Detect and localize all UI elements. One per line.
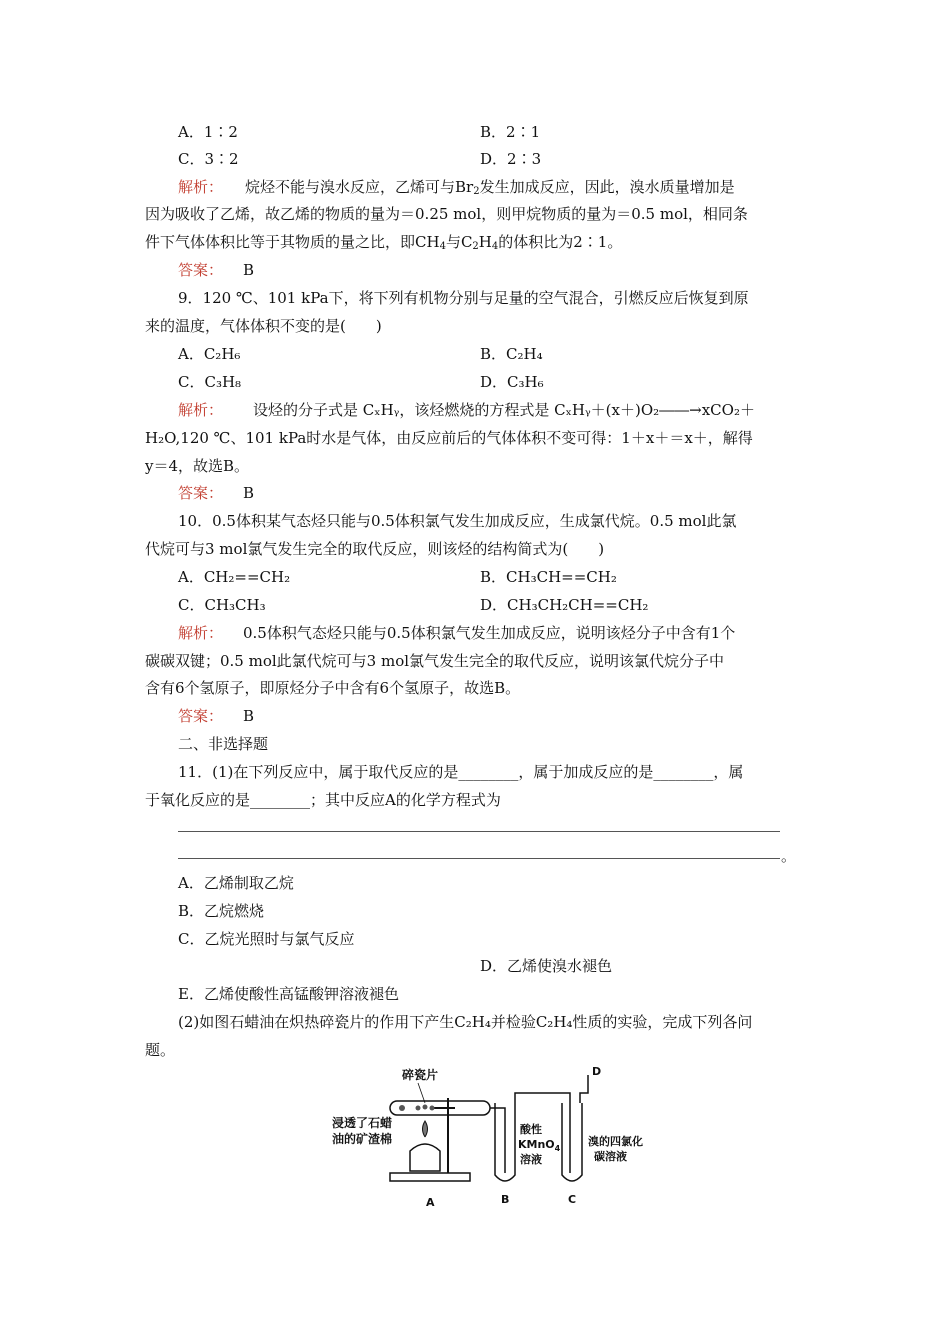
q11-stem-line-2 — [0, 787, 950, 813]
section-heading: 二、非选择题 — [178, 735, 269, 753]
answer-blank-line-1 — [178, 831, 780, 832]
label-d: D — [592, 1065, 602, 1078]
q11-option-d-line — [0, 953, 950, 979]
q9-stem-line-2 — [0, 313, 950, 339]
q11-part2-text-1: (2)如图石蜡油在炽热碎瓷片的作用下产生C₂H₄并检验C₂H₄性质的实验，完成下列各问 — [178, 1013, 753, 1031]
q8-option-d: D．2∶3 — [480, 150, 542, 168]
q8-answer-label: 答案： — [178, 261, 224, 279]
q9-stem-text-1: 9．120 ℃、101 kPa下，将下列有机物分别与足量的空气混合，引燃反应后恢复到原 — [178, 289, 749, 307]
q10-analysis-text-1: 0.5体积气态烃只能与0.5体积氯气发生加成反应，说明该烃分子中含有1个 — [243, 624, 736, 642]
q10-answer-value: B — [243, 707, 255, 725]
outlet-tube — [580, 1075, 588, 1103]
q9-option-b: B．C₂H₄ — [480, 345, 543, 363]
q8-answer-value: B — [243, 261, 255, 279]
q9-answer-line — [0, 480, 950, 506]
porcelain-chip-2 — [423, 1105, 428, 1110]
label-b: B — [501, 1193, 510, 1206]
label-a: A — [426, 1196, 435, 1209]
q8-option-c: C．3∶2 — [178, 150, 239, 168]
q8-option-a: A．1∶2 — [178, 123, 238, 141]
q8-analysis-text-1: 烷烃不能与溴水反应，乙烯可与$Br_2$发生加成反应，因此，溴水质量增加是 — [245, 178, 735, 197]
section-heading-line — [0, 731, 950, 757]
q11-part2-line-1 — [0, 1009, 950, 1035]
q9-analysis-label: 解析： — [178, 401, 224, 419]
q11-option-c-line — [0, 926, 950, 952]
test-tube-c — [562, 1103, 582, 1181]
answer-blank-end-mark: 。 — [781, 847, 797, 865]
q10-analysis-line-3 — [0, 675, 950, 701]
label-bromine-2: 碳溶液 — [594, 1150, 627, 1163]
q8-analysis-text-2: 因为吸收了乙烯，故乙烯的物质的量为＝0.25 mol，则甲烷物质的量为＝0.5 mol，相同条 — [145, 205, 748, 223]
q11-option-b: B．乙烷燃烧 — [178, 902, 265, 920]
q10-answer-label: 答案： — [178, 707, 224, 725]
q10-option-b: B．CH₃CH==CH₂ — [480, 568, 617, 586]
q8-analysis-line-1 — [0, 174, 950, 200]
lamp-flame — [423, 1121, 428, 1137]
label-mineral-wool-1: 浸透了石蜡 — [332, 1116, 393, 1130]
q10-option-a: A．CH₂==CH₂ — [178, 568, 291, 586]
stand-base — [390, 1173, 470, 1181]
q11-part2-line-2 — [0, 1037, 950, 1063]
q11-option-a-line — [0, 870, 950, 896]
q8-analysis-line-3 — [0, 229, 950, 255]
q9-analysis-line-3 — [0, 453, 950, 479]
q9-analysis-line-1 — [0, 397, 950, 423]
q10-answer-line — [0, 703, 950, 729]
q11-option-c: C．乙烷光照时与氯气反应 — [178, 930, 355, 948]
porcelain-chip-3 — [430, 1106, 435, 1111]
q8-options-row-1 — [0, 119, 950, 145]
q11-option-d: D．乙烯使溴水褪色 — [480, 957, 613, 975]
q10-stem-text-1: 10．0.5体积某气态烃只能与0.5体积氯气发生加成反应，生成氯代烷。0.5 mol此氯 — [178, 512, 737, 530]
q10-stem-line-2 — [0, 536, 950, 562]
q11-option-e-line — [0, 981, 950, 1007]
q8-analysis-label: 解析： — [178, 178, 224, 196]
label-c: C — [568, 1193, 577, 1206]
q8-answer-line — [0, 257, 950, 283]
label-mineral-wool-2: 油的矿渣棉 — [332, 1132, 393, 1146]
q8-analysis-text-3: 件下气体体积比等于其物质的量之比，即$CH_4$与$C_2H_4$的体积比为2∶1。 — [145, 233, 623, 252]
label-kmno4-3: 溶液 — [520, 1153, 542, 1166]
q10-option-c: C．CH₃CH₃ — [178, 596, 266, 614]
q10-analysis-line-1 — [0, 620, 950, 646]
answer-blank-end-line — [0, 843, 950, 869]
delivery-tube-1 — [490, 1108, 505, 1173]
q8-options-row-2 — [0, 146, 950, 172]
experiment-apparatus-figure — [330, 1063, 680, 1213]
label-bromine-1: 溴的四氯化 — [588, 1135, 643, 1148]
alcohol-lamp — [410, 1144, 440, 1171]
q9-option-d: D．C₃H₆ — [480, 373, 544, 391]
q8-analysis-line-2 — [0, 201, 950, 227]
q9-stem-text-2: 来的温度，气体体积不变的是( ) — [145, 317, 382, 335]
q9-options-row-1 — [0, 341, 950, 367]
porcelain-chip-1 — [416, 1106, 421, 1111]
q10-analysis-line-2 — [0, 648, 950, 674]
q9-analysis-line-2 — [0, 425, 950, 451]
q9-analysis-text-1: 设烃的分子式是 CₓHᵧ，该烃燃烧的方程式是 CₓHᵧ＋(x＋)O₂――→xCO₂＋ — [253, 401, 755, 419]
q9-answer-label: 答案： — [178, 484, 224, 502]
q11-option-e: E．乙烯使酸性高锰酸钾溶液褪色 — [178, 985, 399, 1003]
q9-analysis-text-2: H₂O,120 ℃、101 kPa时水是气体，由反应前后的气体体积不变可得：1＋x＋＝x＋，解得 — [145, 429, 753, 447]
label-porcelain-chips: 碎瓷片 — [402, 1068, 439, 1082]
label-kmno4-1: 酸性 — [520, 1123, 542, 1136]
label-pointer-chips — [418, 1083, 425, 1103]
q10-option-d: D．CH₃CH₂CH==CH₂ — [480, 596, 649, 614]
q11-stem-line-1 — [0, 759, 950, 785]
q10-stem-text-2: 代烷可与3 mol氯气发生完全的取代反应，则该烃的结构简式为( ) — [145, 540, 605, 558]
q11-stem-text-1: 11．(1)在下列反应中，属于取代反应的是________，属于加成反应的是________，属 — [178, 763, 744, 781]
q9-stem-line-1 — [0, 285, 950, 311]
q9-analysis-text-3: y＝4，故选B。 — [145, 457, 250, 475]
label-kmno4-2: KMnO$_4$ — [518, 1138, 561, 1153]
q10-analysis-label: 解析： — [178, 624, 224, 642]
q11-stem-text-2: 于氧化反应的是________；其中反应A的化学方程式为 — [145, 791, 501, 809]
q11-option-b-line — [0, 898, 950, 924]
q10-options-row-2 — [0, 592, 950, 618]
q8-option-b: B．2∶1 — [480, 123, 541, 141]
q9-option-c: C．C₃H₈ — [178, 373, 242, 391]
q10-stem-line-1 — [0, 508, 950, 534]
q10-analysis-text-3: 含有6个氢原子，即原烃分子中含有6个氢原子，故选B。 — [145, 679, 521, 697]
q10-options-row-1 — [0, 564, 950, 590]
q9-options-row-2 — [0, 369, 950, 395]
q11-part2-text-2: 题。 — [145, 1041, 176, 1059]
q9-option-a: A．C₂H₆ — [178, 345, 241, 363]
q9-answer-value: B — [243, 484, 255, 502]
mineral-wool — [399, 1105, 405, 1111]
q11-option-a: A．乙烯制取乙烷 — [178, 874, 294, 892]
q10-analysis-text-2: 碳碳双键；0.5 mol此氯代烷可与3 mol氯气发生完全的取代反应，说明该氯代烷分子中 — [145, 652, 725, 670]
